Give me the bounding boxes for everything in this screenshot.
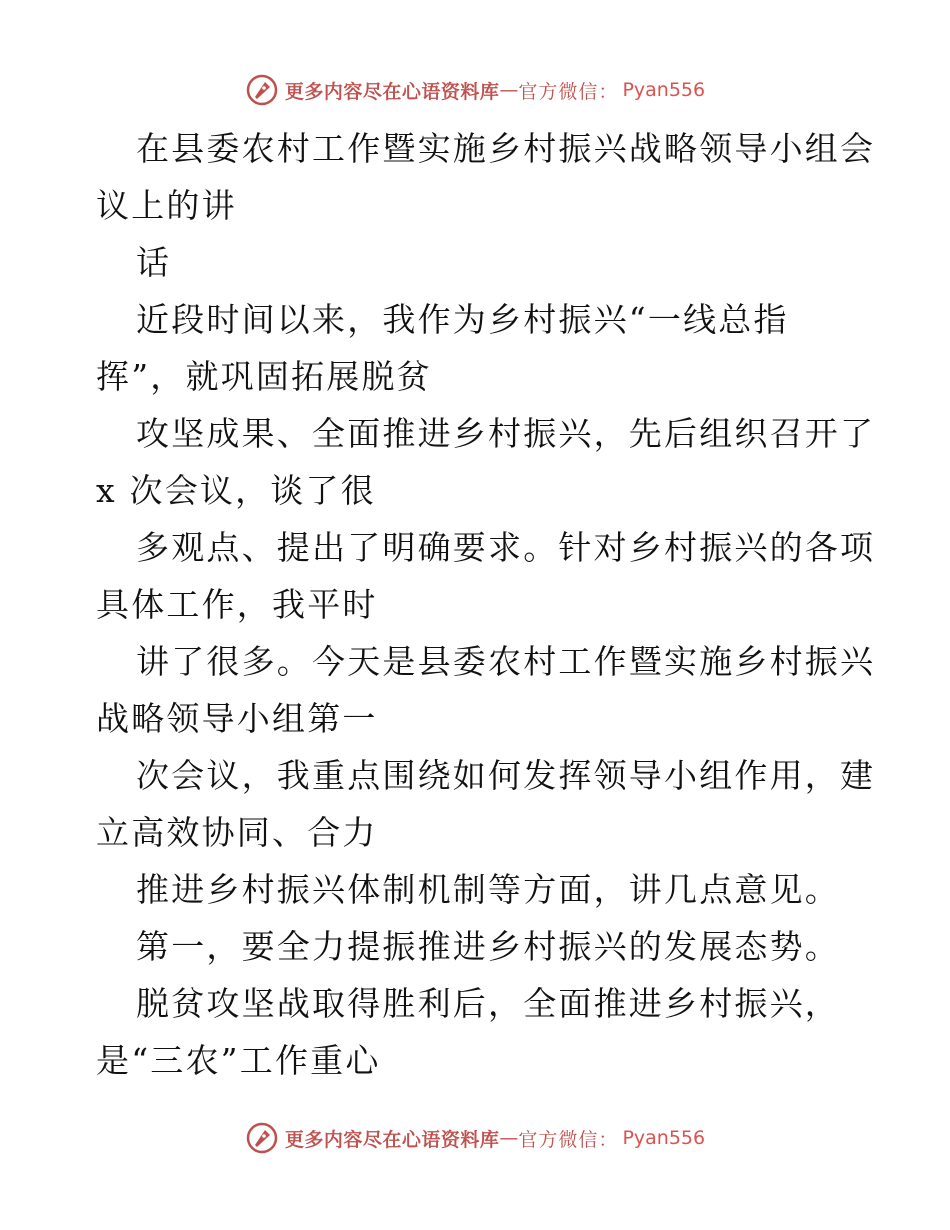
document-line: 近段时间以来，我作为乡村振兴“一线总指 (136, 300, 789, 339)
document-line: 议上的讲 (96, 186, 237, 225)
document-line: 是“三农”工作重心 (96, 1041, 381, 1080)
document-line: x 次会议，谈了很 (96, 471, 376, 510)
banner-brand-text: 更多内容尽在心语资料库 (284, 80, 500, 103)
footer-watermark-banner (0, 1118, 950, 1158)
document-line: 具体工作，我平时 (96, 585, 378, 624)
banner-separator: — (499, 79, 519, 101)
document-line: 讲了很多。今天是县委农村工作暨实施乡村振兴 (136, 642, 876, 681)
document-line: 脱贫攻坚战取得胜利后，全面推进乡村振兴， (136, 984, 840, 1023)
header-watermark-banner (0, 70, 950, 110)
document-line: 推进乡村振兴体制机制等方面，讲几点意见。 (136, 870, 840, 909)
banner-wechat-label: 官方微信： (518, 80, 619, 103)
document-line: 挥”，就巩固拓展脱贫 (96, 357, 432, 396)
document-line: 立高效协同、合力 (96, 813, 378, 852)
document-line: 次会议，我重点围绕如何发挥领导小组作用，建 (136, 756, 876, 795)
pen-nib-logo-icon (245, 1121, 279, 1155)
banner-brand-text: 更多内容尽在心语资料库 (284, 1128, 500, 1151)
document-body (96, 120, 876, 1089)
document-line: 攻坚成果、全面推进乡村振兴，先后组织召开了 (136, 414, 876, 453)
pen-nib-logo-icon (245, 73, 279, 107)
document-line: 第一，要全力提振推进乡村振兴的发展态势。 (136, 927, 840, 966)
banner-separator: — (499, 1127, 519, 1149)
document-line: 多观点、提出了明确要求。针对乡村振兴的各项 (136, 528, 876, 567)
document-line: 话 (136, 243, 172, 282)
document-line: 在县委农村工作暨实施乡村振兴战略领导小组会 (136, 129, 876, 168)
banner-wechat-id: Pyan556 (622, 1127, 706, 1149)
banner-wechat-label: 官方微信： (518, 1128, 619, 1151)
banner-wechat-id: Pyan556 (622, 79, 706, 101)
document-line: 战略领导小组第一 (96, 699, 378, 738)
